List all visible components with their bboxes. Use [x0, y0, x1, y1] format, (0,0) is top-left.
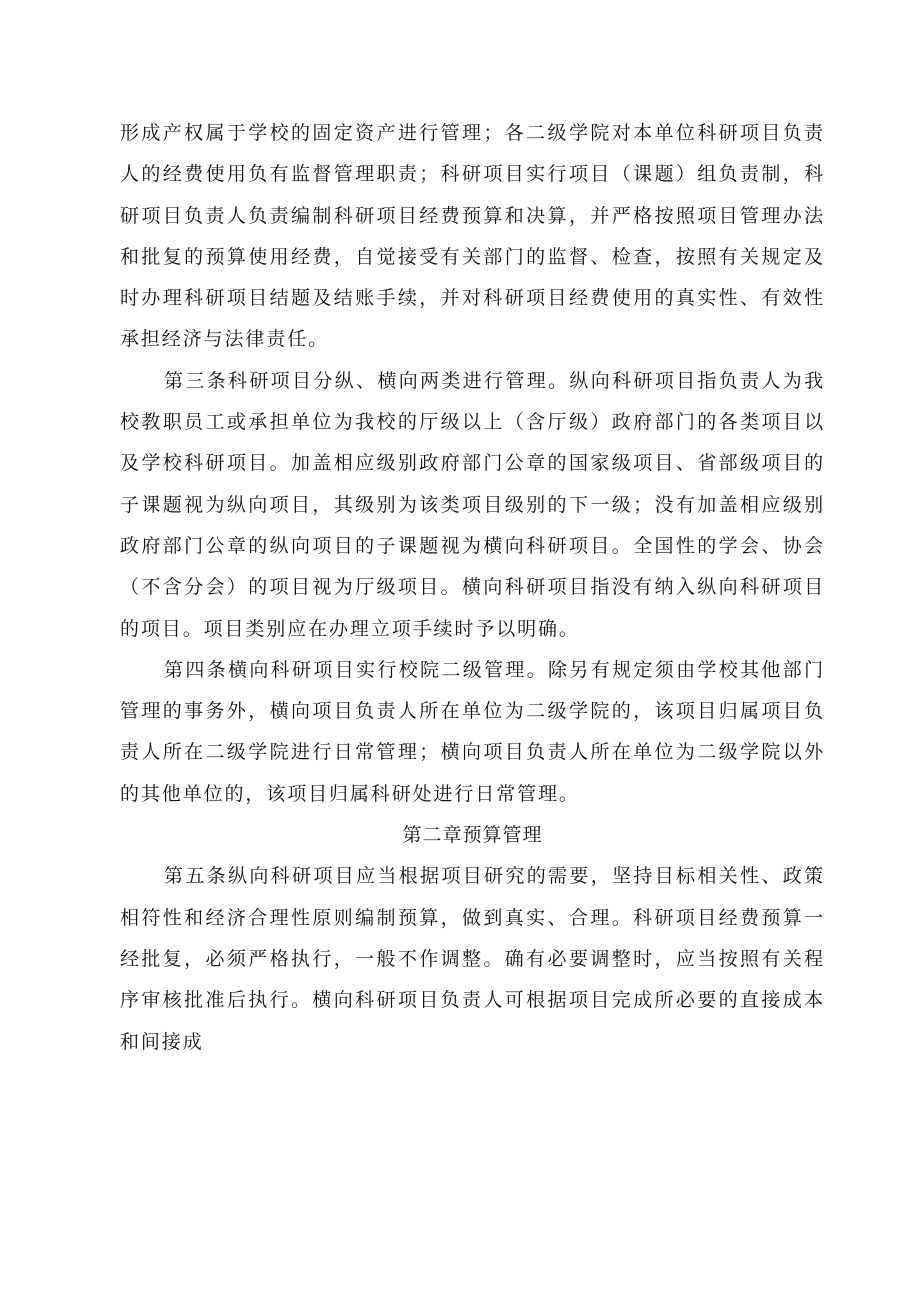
- paragraph-article-4: 第四条横向科研项目实行校院二级管理。除另有规定须由学校其他部门管理的事务外，横向项目负责人所在单位为二级学院的，该项目归属项目负责人所在二级学院进行日常管理；横向项目负责人所在单位为二级学院以外的其他单位的，该项目归属科研处进行日常管理。: [120, 658, 825, 805]
- document-body: [120, 113, 825, 1063]
- paragraph-continuation: 形成产权属于学校的固定资产进行管理；各二级学院对本单位科研项目负责人的经费使用负有监督管理职责；科研项目实行项目（课题）组负责制，科研项目负责人负责编制科研项目经费预算和决算，并严格按照项目管理办法和批复的预算使用经费，自觉接受有关部门的监督、检查，按照有关规定及时办理科研项目结题及结账手续，并对科研项目经费使用的真实性、有效性承担经济与法律责任。: [120, 122, 825, 351]
- chapter-heading: 第二章预算管理: [402, 824, 543, 847]
- paragraph-article-3: 第三条科研项目分纵、横向两类进行管理。纵向科研项目指负责人为我校教职员工或承担单位为我校的厅级以上（含厅级）政府部门的各类项目以及学校科研项目。加盖相应级别政府部门公章的国家级项目、省部级项目的子课题视为纵向项目，其级别为该类项目级别的下一级；没有加盖相应级别政府部门公章的纵向项目的子课题视为横向科研项目。全国性的学会、协会（不含分会）的项目视为厅级项目。横向科研项目指没有纳入纵向科研项目的项目。项目类别应在办理立项手续时予以明确。: [120, 369, 825, 640]
- paragraph-article-5: 第五条纵向科研项目应当根据项目研究的需要，坚持目标相关性、政策相符性和经济合理性原则编制预算，做到真实、合理。科研项目经费预算一经批复，必须严格执行，一般不作调整。确有必要调整时，应当按照有关程序审核批准后执行。横向科研项目负责人可根据项目完成所必要的直接成本和间接成: [120, 865, 825, 1053]
